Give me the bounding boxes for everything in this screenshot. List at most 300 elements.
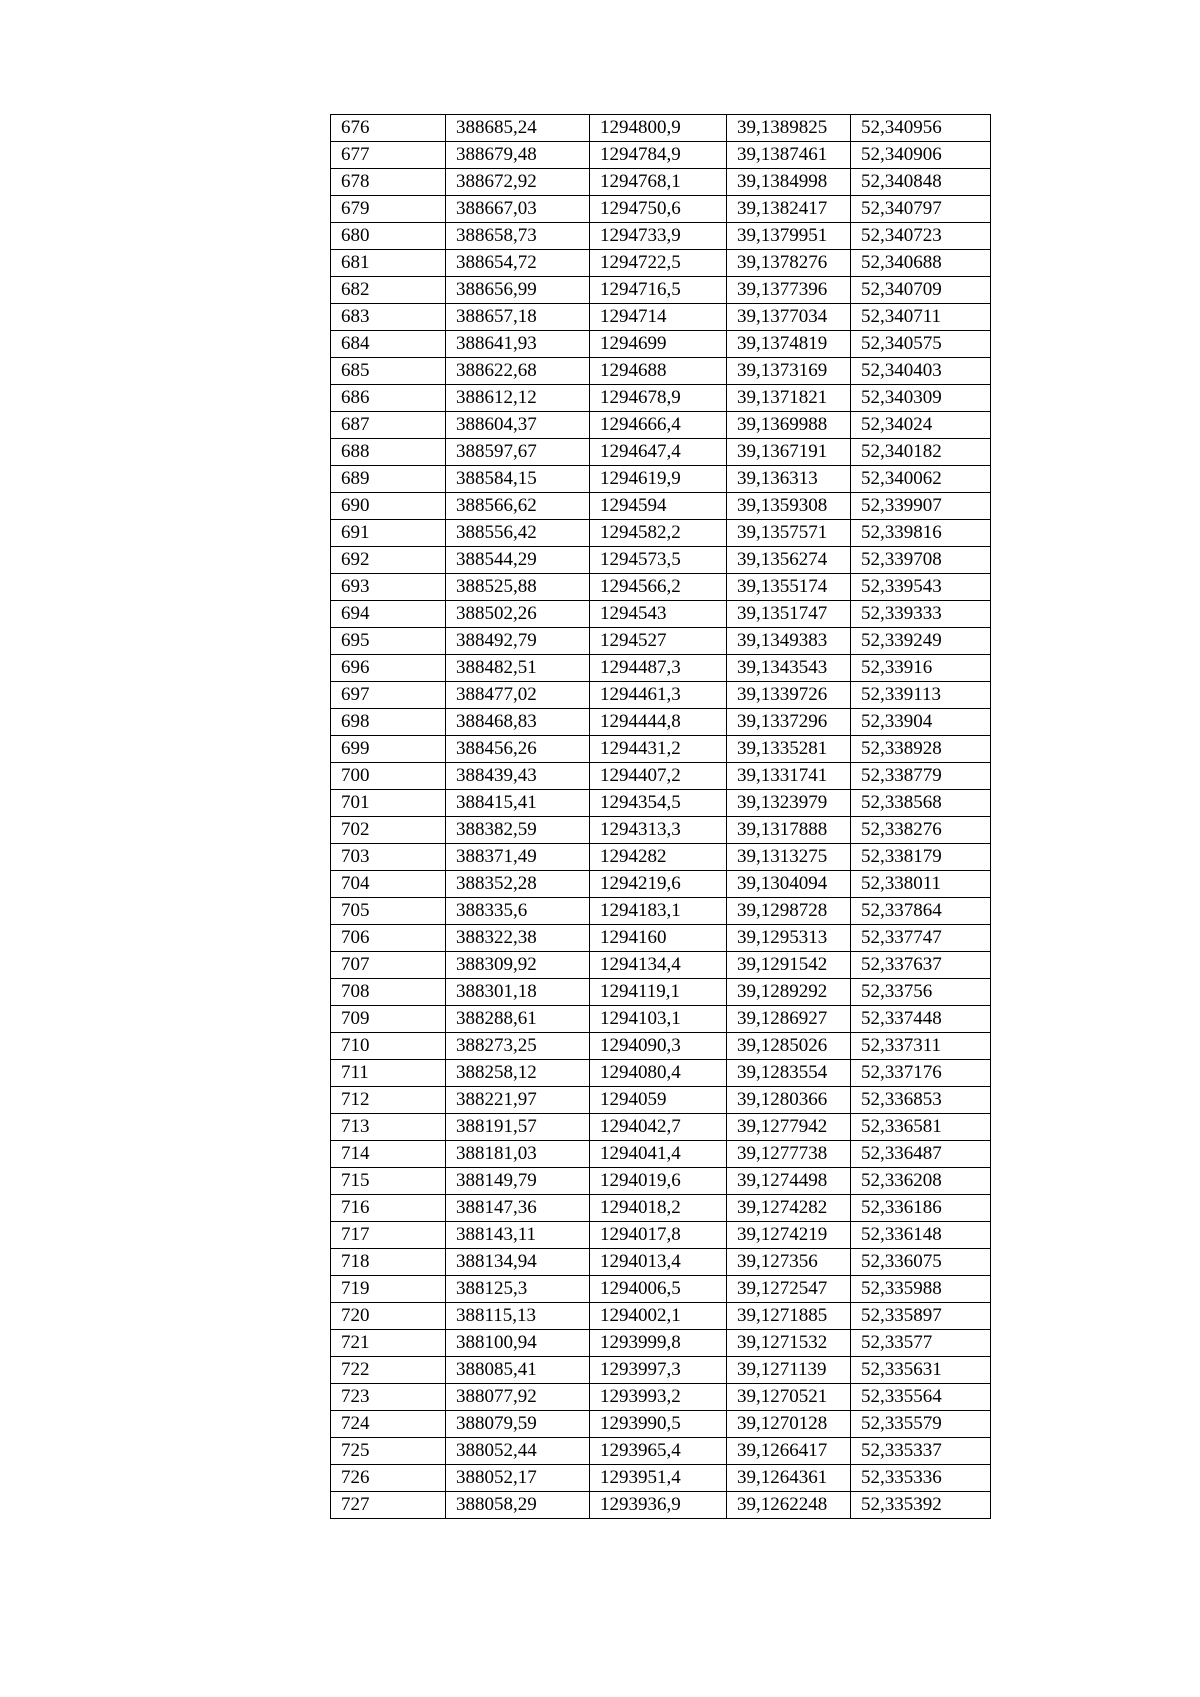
coord-x-cell: 388191,57: [446, 1114, 590, 1141]
latitude-cell: 52,338568: [851, 790, 991, 817]
latitude-cell: 52,336186: [851, 1195, 991, 1222]
point-number-cell: 677: [331, 142, 446, 169]
coord-y-cell: 1294002,1: [590, 1303, 727, 1330]
coord-y-cell: 1294282: [590, 844, 727, 871]
point-number-cell: 708: [331, 979, 446, 1006]
table-row: [331, 952, 991, 979]
point-number-cell: 723: [331, 1384, 446, 1411]
latitude-cell: 52,340711: [851, 304, 991, 331]
coord-y-cell: 1294183,1: [590, 898, 727, 925]
coord-y-cell: 1294160: [590, 925, 727, 952]
longitude-cell: 39,1335281: [727, 736, 851, 763]
coord-y-cell: 1294042,7: [590, 1114, 727, 1141]
table-row: [331, 547, 991, 574]
longitude-cell: 39,1343543: [727, 655, 851, 682]
table-row: [331, 412, 991, 439]
coord-y-cell: 1294487,3: [590, 655, 727, 682]
table-row: [331, 493, 991, 520]
point-number-cell: 700: [331, 763, 446, 790]
coord-x-cell: 388622,68: [446, 358, 590, 385]
latitude-cell: 52,338928: [851, 736, 991, 763]
latitude-cell: 52,338276: [851, 817, 991, 844]
table-row: [331, 1033, 991, 1060]
longitude-cell: 39,1274282: [727, 1195, 851, 1222]
coord-y-cell: 1294019,6: [590, 1168, 727, 1195]
latitude-cell: 52,335392: [851, 1492, 991, 1519]
coord-x-cell: 388052,17: [446, 1465, 590, 1492]
longitude-cell: 39,1337296: [727, 709, 851, 736]
table-row: [331, 790, 991, 817]
point-number-cell: 722: [331, 1357, 446, 1384]
latitude-cell: 52,337864: [851, 898, 991, 925]
point-number-cell: 690: [331, 493, 446, 520]
coord-y-cell: 1294219,6: [590, 871, 727, 898]
table-row: [331, 655, 991, 682]
table-row: [331, 358, 991, 385]
latitude-cell: 52,335579: [851, 1411, 991, 1438]
table-row: [331, 682, 991, 709]
latitude-cell: 52,336148: [851, 1222, 991, 1249]
table-row: [331, 709, 991, 736]
coord-x-cell: 388125,3: [446, 1276, 590, 1303]
coord-x-cell: 388115,13: [446, 1303, 590, 1330]
table-row: [331, 1249, 991, 1276]
latitude-cell: 52,340723: [851, 223, 991, 250]
point-number-cell: 691: [331, 520, 446, 547]
coord-y-cell: 1293990,5: [590, 1411, 727, 1438]
latitude-cell: 52,335897: [851, 1303, 991, 1330]
longitude-cell: 39,1374819: [727, 331, 851, 358]
longitude-cell: 39,1377034: [727, 304, 851, 331]
coord-x-cell: 388382,59: [446, 817, 590, 844]
longitude-cell: 39,1272547: [727, 1276, 851, 1303]
point-number-cell: 717: [331, 1222, 446, 1249]
table-row: [331, 1357, 991, 1384]
coord-x-cell: 388597,67: [446, 439, 590, 466]
coord-y-cell: 1294619,9: [590, 466, 727, 493]
point-number-cell: 701: [331, 790, 446, 817]
coord-x-cell: 388456,26: [446, 736, 590, 763]
longitude-cell: 39,1313275: [727, 844, 851, 871]
latitude-cell: 52,335337: [851, 1438, 991, 1465]
coord-x-cell: 388077,92: [446, 1384, 590, 1411]
table-row: [331, 223, 991, 250]
latitude-cell: 52,337637: [851, 952, 991, 979]
latitude-cell: 52,336581: [851, 1114, 991, 1141]
table-row: [331, 304, 991, 331]
table-row: [331, 385, 991, 412]
coord-x-cell: 388100,94: [446, 1330, 590, 1357]
coord-x-cell: 388641,93: [446, 331, 590, 358]
coord-x-cell: 388322,38: [446, 925, 590, 952]
coord-x-cell: 388556,42: [446, 520, 590, 547]
latitude-cell: 52,336853: [851, 1087, 991, 1114]
latitude-cell: 52,34024: [851, 412, 991, 439]
coord-y-cell: 1294688: [590, 358, 727, 385]
latitude-cell: 52,335988: [851, 1276, 991, 1303]
table-row: [331, 1006, 991, 1033]
latitude-cell: 52,338179: [851, 844, 991, 871]
coord-y-cell: 1294017,8: [590, 1222, 727, 1249]
coordinates-table-body: [331, 115, 991, 1519]
latitude-cell: 52,340906: [851, 142, 991, 169]
point-number-cell: 705: [331, 898, 446, 925]
point-number-cell: 725: [331, 1438, 446, 1465]
longitude-cell: 39,1377396: [727, 277, 851, 304]
point-number-cell: 679: [331, 196, 446, 223]
longitude-cell: 39,1317888: [727, 817, 851, 844]
point-number-cell: 681: [331, 250, 446, 277]
longitude-cell: 39,1384998: [727, 169, 851, 196]
longitude-cell: 39,1389825: [727, 115, 851, 142]
point-number-cell: 695: [331, 628, 446, 655]
table-row: [331, 439, 991, 466]
coord-x-cell: 388258,12: [446, 1060, 590, 1087]
longitude-cell: 39,1378276: [727, 250, 851, 277]
coord-y-cell: 1294733,9: [590, 223, 727, 250]
latitude-cell: 52,340309: [851, 385, 991, 412]
table-row: [331, 1465, 991, 1492]
table-row: [331, 196, 991, 223]
coord-x-cell: 388288,61: [446, 1006, 590, 1033]
coord-y-cell: 1293993,2: [590, 1384, 727, 1411]
coord-x-cell: 388371,49: [446, 844, 590, 871]
longitude-cell: 39,1280366: [727, 1087, 851, 1114]
table-row: [331, 331, 991, 358]
latitude-cell: 52,335631: [851, 1357, 991, 1384]
table-row: [331, 763, 991, 790]
latitude-cell: 52,339333: [851, 601, 991, 628]
coord-x-cell: 388679,48: [446, 142, 590, 169]
table-row: [331, 979, 991, 1006]
table-row: [331, 1168, 991, 1195]
point-number-cell: 718: [331, 1249, 446, 1276]
latitude-cell: 52,33577: [851, 1330, 991, 1357]
coord-x-cell: 388085,41: [446, 1357, 590, 1384]
table-row: [331, 817, 991, 844]
coord-y-cell: 1294527: [590, 628, 727, 655]
coord-y-cell: 1294566,2: [590, 574, 727, 601]
coord-y-cell: 1294666,4: [590, 412, 727, 439]
longitude-cell: 39,1382417: [727, 196, 851, 223]
table-row: [331, 466, 991, 493]
coord-y-cell: 1294059: [590, 1087, 727, 1114]
point-number-cell: 715: [331, 1168, 446, 1195]
latitude-cell: 52,338011: [851, 871, 991, 898]
coord-x-cell: 388525,88: [446, 574, 590, 601]
longitude-cell: 39,1283554: [727, 1060, 851, 1087]
coord-x-cell: 388221,97: [446, 1087, 590, 1114]
coord-x-cell: 388656,99: [446, 277, 590, 304]
table-row: [331, 142, 991, 169]
longitude-cell: 39,1271139: [727, 1357, 851, 1384]
longitude-cell: 39,1274219: [727, 1222, 851, 1249]
latitude-cell: 52,337448: [851, 1006, 991, 1033]
point-number-cell: 713: [331, 1114, 446, 1141]
coord-x-cell: 388415,41: [446, 790, 590, 817]
coord-x-cell: 388143,11: [446, 1222, 590, 1249]
coord-x-cell: 388335,6: [446, 898, 590, 925]
table-row: [331, 277, 991, 304]
coord-x-cell: 388544,29: [446, 547, 590, 574]
longitude-cell: 39,1270521: [727, 1384, 851, 1411]
longitude-cell: 39,1286927: [727, 1006, 851, 1033]
longitude-cell: 39,1289292: [727, 979, 851, 1006]
coord-x-cell: 388181,03: [446, 1141, 590, 1168]
table-row: [331, 169, 991, 196]
coord-x-cell: 388352,28: [446, 871, 590, 898]
coord-x-cell: 388658,73: [446, 223, 590, 250]
longitude-cell: 39,1373169: [727, 358, 851, 385]
coord-x-cell: 388685,24: [446, 115, 590, 142]
point-number-cell: 710: [331, 1033, 446, 1060]
coord-x-cell: 388058,29: [446, 1492, 590, 1519]
point-number-cell: 698: [331, 709, 446, 736]
table-row: [331, 1114, 991, 1141]
coord-y-cell: 1294119,1: [590, 979, 727, 1006]
longitude-cell: 39,1291542: [727, 952, 851, 979]
coord-x-cell: 388468,83: [446, 709, 590, 736]
coord-y-cell: 1294594: [590, 493, 727, 520]
coord-y-cell: 1294013,4: [590, 1249, 727, 1276]
latitude-cell: 52,33756: [851, 979, 991, 1006]
coord-y-cell: 1294543: [590, 601, 727, 628]
point-number-cell: 682: [331, 277, 446, 304]
coord-y-cell: 1294699: [590, 331, 727, 358]
latitude-cell: 52,340797: [851, 196, 991, 223]
longitude-cell: 39,1277942: [727, 1114, 851, 1141]
point-number-cell: 716: [331, 1195, 446, 1222]
coord-y-cell: 1294647,4: [590, 439, 727, 466]
coord-y-cell: 1293999,8: [590, 1330, 727, 1357]
point-number-cell: 724: [331, 1411, 446, 1438]
table-row: [331, 1222, 991, 1249]
latitude-cell: 52,339708: [851, 547, 991, 574]
table-row: [331, 736, 991, 763]
latitude-cell: 52,336487: [851, 1141, 991, 1168]
point-number-cell: 688: [331, 439, 446, 466]
coord-x-cell: 388604,37: [446, 412, 590, 439]
longitude-cell: 39,1371821: [727, 385, 851, 412]
coord-y-cell: 1294431,2: [590, 736, 727, 763]
point-number-cell: 693: [331, 574, 446, 601]
coord-y-cell: 1294582,2: [590, 520, 727, 547]
coord-x-cell: 388273,25: [446, 1033, 590, 1060]
longitude-cell: 39,1271885: [727, 1303, 851, 1330]
table-row: [331, 1060, 991, 1087]
coord-y-cell: 1294768,1: [590, 169, 727, 196]
longitude-cell: 39,1369988: [727, 412, 851, 439]
longitude-cell: 39,1359308: [727, 493, 851, 520]
table-row: [331, 574, 991, 601]
latitude-cell: 52,339543: [851, 574, 991, 601]
longitude-cell: 39,1295313: [727, 925, 851, 952]
point-number-cell: 696: [331, 655, 446, 682]
longitude-cell: 39,1277738: [727, 1141, 851, 1168]
coord-y-cell: 1294313,3: [590, 817, 727, 844]
point-number-cell: 692: [331, 547, 446, 574]
coord-x-cell: 388477,02: [446, 682, 590, 709]
longitude-cell: 39,1367191: [727, 439, 851, 466]
latitude-cell: 52,337176: [851, 1060, 991, 1087]
latitude-cell: 52,336208: [851, 1168, 991, 1195]
longitude-cell: 39,1264361: [727, 1465, 851, 1492]
coord-y-cell: 1294090,3: [590, 1033, 727, 1060]
table-row: [331, 1330, 991, 1357]
point-number-cell: 685: [331, 358, 446, 385]
point-number-cell: 678: [331, 169, 446, 196]
coord-y-cell: 1294006,5: [590, 1276, 727, 1303]
latitude-cell: 52,337747: [851, 925, 991, 952]
coord-y-cell: 1294722,5: [590, 250, 727, 277]
coord-x-cell: 388672,92: [446, 169, 590, 196]
point-number-cell: 720: [331, 1303, 446, 1330]
point-number-cell: 711: [331, 1060, 446, 1087]
point-number-cell: 687: [331, 412, 446, 439]
coord-y-cell: 1294407,2: [590, 763, 727, 790]
latitude-cell: 52,339113: [851, 682, 991, 709]
coord-y-cell: 1294750,6: [590, 196, 727, 223]
coord-x-cell: 388492,79: [446, 628, 590, 655]
longitude-cell: 39,136313: [727, 466, 851, 493]
point-number-cell: 680: [331, 223, 446, 250]
table-row: [331, 1141, 991, 1168]
point-number-cell: 712: [331, 1087, 446, 1114]
coord-x-cell: 388667,03: [446, 196, 590, 223]
point-number-cell: 676: [331, 115, 446, 142]
coord-y-cell: 1294134,4: [590, 952, 727, 979]
longitude-cell: 39,1355174: [727, 574, 851, 601]
latitude-cell: 52,340709: [851, 277, 991, 304]
table-row: [331, 1303, 991, 1330]
point-number-cell: 699: [331, 736, 446, 763]
latitude-cell: 52,340403: [851, 358, 991, 385]
point-number-cell: 697: [331, 682, 446, 709]
latitude-cell: 52,340848: [851, 169, 991, 196]
coord-x-cell: 388052,44: [446, 1438, 590, 1465]
latitude-cell: 52,33916: [851, 655, 991, 682]
coord-y-cell: 1294784,9: [590, 142, 727, 169]
latitude-cell: 52,335336: [851, 1465, 991, 1492]
longitude-cell: 39,127356: [727, 1249, 851, 1276]
table-row: [331, 250, 991, 277]
coord-x-cell: 388079,59: [446, 1411, 590, 1438]
longitude-cell: 39,1331741: [727, 763, 851, 790]
table-row: [331, 601, 991, 628]
coord-y-cell: 1293936,9: [590, 1492, 727, 1519]
coord-x-cell: 388309,92: [446, 952, 590, 979]
point-number-cell: 721: [331, 1330, 446, 1357]
coord-y-cell: 1294716,5: [590, 277, 727, 304]
coord-x-cell: 388301,18: [446, 979, 590, 1006]
longitude-cell: 39,1351747: [727, 601, 851, 628]
latitude-cell: 52,339816: [851, 520, 991, 547]
coord-y-cell: 1293951,4: [590, 1465, 727, 1492]
latitude-cell: 52,340182: [851, 439, 991, 466]
table-row: [331, 1492, 991, 1519]
point-number-cell: 727: [331, 1492, 446, 1519]
longitude-cell: 39,1356274: [727, 547, 851, 574]
table-row: [331, 871, 991, 898]
coord-x-cell: 388134,94: [446, 1249, 590, 1276]
table-row: [331, 520, 991, 547]
coord-y-cell: 1293965,4: [590, 1438, 727, 1465]
coord-x-cell: 388654,72: [446, 250, 590, 277]
longitude-cell: 39,1349383: [727, 628, 851, 655]
table-row: [331, 1195, 991, 1222]
coord-y-cell: 1294573,5: [590, 547, 727, 574]
longitude-cell: 39,1270128: [727, 1411, 851, 1438]
table-row: [331, 1276, 991, 1303]
point-number-cell: 726: [331, 1465, 446, 1492]
coord-y-cell: 1294800,9: [590, 115, 727, 142]
table-row: [331, 628, 991, 655]
longitude-cell: 39,1285026: [727, 1033, 851, 1060]
table-row: [331, 1087, 991, 1114]
coord-x-cell: 388566,62: [446, 493, 590, 520]
coord-x-cell: 388612,12: [446, 385, 590, 412]
point-number-cell: 706: [331, 925, 446, 952]
table-row: [331, 925, 991, 952]
latitude-cell: 52,339249: [851, 628, 991, 655]
longitude-cell: 39,1298728: [727, 898, 851, 925]
coord-y-cell: 1294080,4: [590, 1060, 727, 1087]
coord-x-cell: 388482,51: [446, 655, 590, 682]
coordinates-table: [330, 114, 991, 1519]
coord-y-cell: 1293997,3: [590, 1357, 727, 1384]
coord-y-cell: 1294018,2: [590, 1195, 727, 1222]
longitude-cell: 39,1339726: [727, 682, 851, 709]
coord-x-cell: 388502,26: [446, 601, 590, 628]
longitude-cell: 39,1271532: [727, 1330, 851, 1357]
point-number-cell: 683: [331, 304, 446, 331]
latitude-cell: 52,337311: [851, 1033, 991, 1060]
latitude-cell: 52,339907: [851, 493, 991, 520]
table-row: [331, 1384, 991, 1411]
point-number-cell: 686: [331, 385, 446, 412]
point-number-cell: 689: [331, 466, 446, 493]
latitude-cell: 52,335564: [851, 1384, 991, 1411]
latitude-cell: 52,340062: [851, 466, 991, 493]
table-row: [331, 898, 991, 925]
point-number-cell: 707: [331, 952, 446, 979]
latitude-cell: 52,340575: [851, 331, 991, 358]
table-row: [331, 844, 991, 871]
point-number-cell: 702: [331, 817, 446, 844]
point-number-cell: 684: [331, 331, 446, 358]
coord-x-cell: 388147,36: [446, 1195, 590, 1222]
longitude-cell: 39,1266417: [727, 1438, 851, 1465]
point-number-cell: 703: [331, 844, 446, 871]
longitude-cell: 39,1274498: [727, 1168, 851, 1195]
point-number-cell: 704: [331, 871, 446, 898]
coord-x-cell: 388584,15: [446, 466, 590, 493]
coord-y-cell: 1294103,1: [590, 1006, 727, 1033]
longitude-cell: 39,1387461: [727, 142, 851, 169]
longitude-cell: 39,1304094: [727, 871, 851, 898]
latitude-cell: 52,340688: [851, 250, 991, 277]
coord-x-cell: 388439,43: [446, 763, 590, 790]
longitude-cell: 39,1262248: [727, 1492, 851, 1519]
longitude-cell: 39,1379951: [727, 223, 851, 250]
latitude-cell: 52,338779: [851, 763, 991, 790]
longitude-cell: 39,1323979: [727, 790, 851, 817]
point-number-cell: 714: [331, 1141, 446, 1168]
point-number-cell: 709: [331, 1006, 446, 1033]
coord-y-cell: 1294461,3: [590, 682, 727, 709]
coord-x-cell: 388657,18: [446, 304, 590, 331]
coord-y-cell: 1294678,9: [590, 385, 727, 412]
